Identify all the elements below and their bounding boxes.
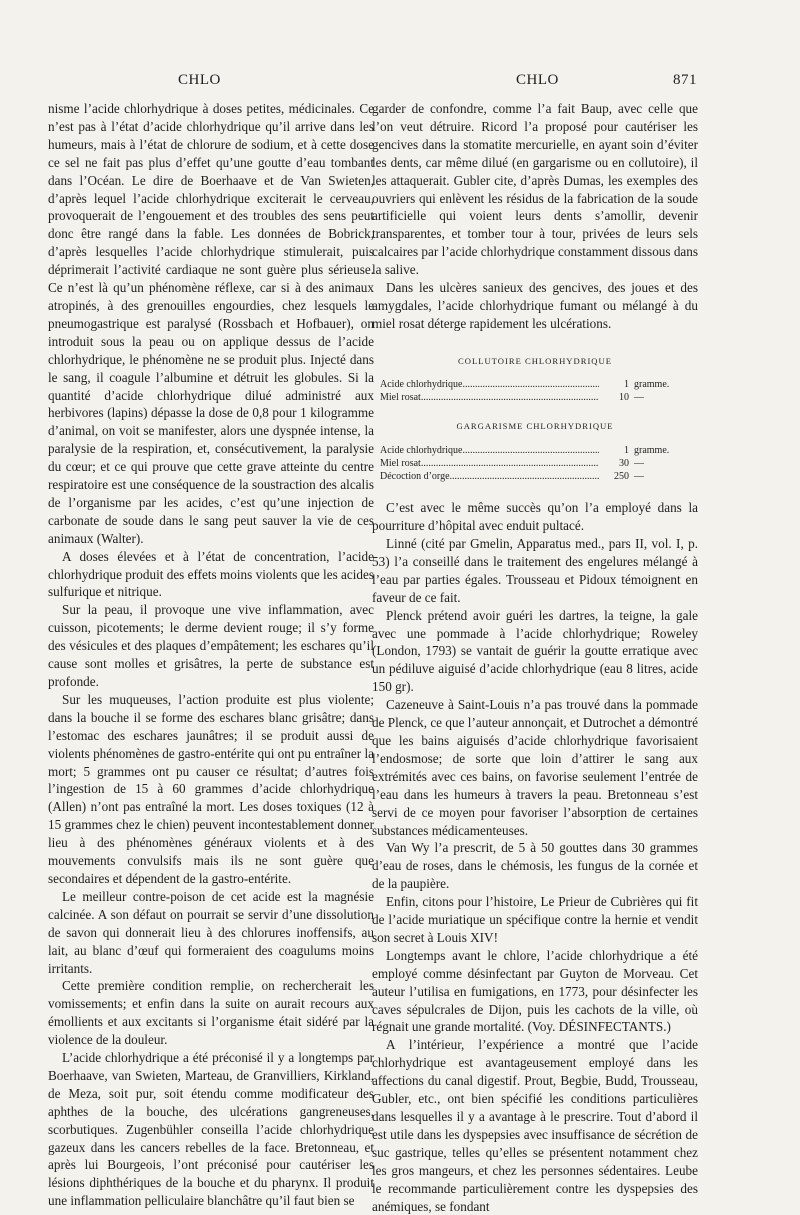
paragraph: Plenck prétend avoir guéri les dartres, la teigne, la gale avec une pommade à l’acide chlorhydrique; Roweley (London, 1793) se vantait de guérir la goutte erratique avec un pédiluve aiguisé d’acide chlorhydrique (eau 8 litres, acide 150 gr). xyxy=(372,607,698,695)
leader-dots xyxy=(421,457,599,470)
right-column xyxy=(372,100,698,1215)
unit: gramme. xyxy=(634,444,670,456)
unit: — xyxy=(634,457,644,469)
quantity: 1 xyxy=(624,444,629,456)
leader-dots xyxy=(450,470,599,483)
paragraph: Van Wy l’a prescrit, de 5 à 50 gouttes dans 30 grammes d’eau de roses, dans le chémosis, les fungus de la cornée et de la paupière. xyxy=(372,840,698,892)
paragraph: Dans les ulcères sanieux des gencives, des joues et des amygdales, l’acide chlorhydrique fumant ou mélangé à du miel rosat déterge rapidement les ulcérations. xyxy=(372,280,698,331)
paragraph: Linné (cité par Gmelin, Apparatus med., pars II, vol. I, p. 53) l’a conseillé dans le traitement des engelures mélangé à l’eau par parties égales. Trousseau et Pidoux témoignent en faveur de ce fait. xyxy=(372,536,698,605)
paragraph: C’est avec le même succès qu’on l’a employé dans la pourriture d’hôpital avec enduit pultacé. xyxy=(372,500,698,534)
ingredient: Acide chlorhydrique xyxy=(380,378,463,390)
paragraph: garder de confondre, comme l’a fait Baup, avec celle que l’on veut détruire. Ricord l’a proposé pour cautériser les gencives dans la stomatite mercurielle, en ayant soin d’éviter les dents, car même dilué (en gargarisme ou en collutoire), il les attaquerait. Gubler cite, d’après Dumas, les exemples des ouvriers qui enlèvent les résidus de la fabrication de la soude artificielle qui voient leurs dents s’amollir, devenir transparentes, et tomber tour à tour, privées de leurs sels calcaires par l’acide chlorhydrique constamment dissous dans la salive. xyxy=(372,101,698,278)
quantity: 30 xyxy=(619,457,629,469)
unit: — xyxy=(634,392,644,404)
paragraph: Enfin, citons pour l’histoire, Le Prieur de Cubrières qui fit de l’acide muriatique un spécifique contre la hernie et vendit son secret à Louis XIV! xyxy=(372,894,698,945)
paragraph: L’acide chlorhydrique a été préconisé il y a longtemps par Boerhaave, van Swieten, Marteau, de Granvilliers, Kirkland, de Meza, soit pur, soit étendu comme modificateur des aphthes de la bouche, des ulcérations gangreneuses, scorbutiques. Zugenbühler conseilla l’acide chlorhydrique gazeux dans les cancers rebelles de la face. Bretonneau, et après lui Bourgeois, l’ont préconisé pour cautériser les lésions diphthériques de la bouche et du pharynx. Il produit une inflammation pelliculaire blanchâtre qu’il faut bien se xyxy=(48,1050,374,1209)
page-number: 871 xyxy=(673,72,697,88)
quantity: 10 xyxy=(619,392,629,404)
unit: gramme. xyxy=(634,378,670,390)
ingredient: Miel rosat xyxy=(380,392,421,404)
running-head-right: CHLO xyxy=(516,72,559,88)
quantity: 1 xyxy=(624,378,629,390)
paragraph: nisme l’acide chlorhydrique à doses petites, médicinales. Ce n’est pas à l’état d’acide chlorhydrique qu’il arrive dans les humeurs, mais à l’état de chlorure de sodium, et à cette dose ce sel ne fait pas plus d’effet qu’une goutte d’eau tombant dans l’Océan. Le dire de Boerhaave et de Van Swieten, d’après lequel l’acide chlorhydrique exciterait le cerveau, provoquerait de l’engouement et des troubles des sens peut donc être rangé dans la fable. Les données de Bobrick, d’après lesquelles l’acide chlorhydrique stimulerait, puis déprimerait l’activité cardiaque ne sont guère plus sérieuse. Ce n’est là qu’un phénomène réflexe, car si à des animaux atropinés, à des grenouilles engourdies, chez lesquels le pneumogastrique est paralysé (Rossbach et Hofbauer), on introduit sous la peau ou on applique dessus de l’acide chlorhydrique, le phénomène ne se produit plus. Injecté dans le sang, il coagule l’albumine et détruit les globules. Si la quantité d’acide chlorhydrique dilué administré aux herbivores (lapins) dépasse la dose de 0,8 pour 1 kilogramme d’animal, on voit se manifester, alors une dyspnée intense, la paralysie de la respiration, et, consécutivement, la paralysie du cœur; et ce qui prouve que cette grave atteinte du centre respiratoire est une conséquence de la soustraction des alcalis de l’organisme par les acides, c’est qu’une injection de carbonate de soude dans le sang peut sauver la vie de ces animaux (Walter). xyxy=(48,101,374,546)
paragraph: Longtemps avant le chlore, l’acide chlorhydrique a été employé comme désinfectant par Guyton de Morveau. Cet auteur l’utilisa en fumigations, en 1773, pour désinfecter les caves sépulcrales de Dijon, puis les cachots de la ville, où régnait une grande mortalité. (Voy. DÉSINFECTANTS.) xyxy=(372,947,698,1035)
ingredient: Miel rosat xyxy=(380,457,421,469)
paragraph: Cazeneuve à Saint-Louis n’a pas trouvé dans la pommade de Plenck, ce que l’auteur annonçait, et Dutrochet a démontré que les bains aiguisés d’acide chlorhydrique favorisaient l’endosmose; de sorte que loin d’attirer le sang aux extrémités avec ces bains, on favorise seulement l’entrée de l’eau dans les humeurs à travers la peau. Bretonneau s’est servi de ce moyen pour favoriser l’absorption de certaines substances médicamenteuses. xyxy=(372,697,698,838)
leader-dots xyxy=(421,391,599,404)
paragraph: Cette première condition remplie, on rechercherait les vomissements; et enfin dans la suite on aurait recours aux émollients et aux excitants si l’organisme était sidéré par la violence de la douleur. xyxy=(48,978,374,1048)
paragraph: A doses élevées et à l’état de concentration, l’acide chlorhydrique produit des effets moins violents que les acides sulfurique et nitrique. xyxy=(48,548,374,600)
paragraph: Le meilleur contre-poison de cet acide est la magnésie calcinée. A son défaut on pourrait se servir d’une dissolution de savon qui donnerait lieu à des chlorures inoffensifs, au lait, au blanc d’œuf qui formeraient des coagulums moins irritants. xyxy=(48,888,374,976)
recipe-row xyxy=(380,378,690,391)
paragraph: Sur les muqueuses, l’action produite est plus violente; dans la bouche il se forme des eschares blanc grisâtre; dans l’estomac des eschares jaunâtres; il se produit aussi de violents phénomènes de gastro-entérite qui ont pu entraîner la mort; 5 grammes ont pu causer ce résultat; d’autres fois l’ingestion de 15 à 60 grammes d’acide chlorhydrique (Allen) n’ont pas entraîné la mort. Les doses toxiques (12 à 15 grammes chez le chien) peuvent incontestablement donner lieu à des phénomènes généraux violents et à des mouvements convulsifs mais ils ne sont guère que secondaires et dépendent de la gastro-entérite. xyxy=(48,691,374,886)
recipe-row xyxy=(380,444,690,457)
paragraph: A l’intérieur, l’expérience a montré que l’acide chlorhydrique est avantageusement employé dans les affections du canal digestif. Prout, Begbie, Budd, Trousseau, Gubler, etc., ont bien spécifié les conditions particulières dans lesquelles il y a avantage à le prescrire. Tout d’abord il est utile dans les dyspepsies avec insuffisance de sécrétion de suc gastrique, telles qu’elles se présentent notamment chez les gros mangeurs, et chez les personnes sédentaires. Leube le recommande particulièrement contre les dyspepsies des anémiques, se fondant xyxy=(372,1037,698,1214)
recipe-collutoire xyxy=(380,355,690,405)
leader-dots xyxy=(462,378,599,391)
left-column xyxy=(48,100,374,1210)
recipe-title: GARGARISME CHLORHYDRIQUE xyxy=(456,421,614,432)
leader-dots xyxy=(462,444,599,457)
recipe-gargarisme xyxy=(380,420,690,483)
running-head-left: CHLO xyxy=(178,72,221,88)
ingredient: Décoction d’orge xyxy=(380,471,450,482)
recipe-row xyxy=(380,457,690,470)
recipe-row xyxy=(380,391,690,404)
ingredient: Acide chlorhydrique xyxy=(380,444,463,456)
paragraph: Sur la peau, il provoque une vive inflammation, avec cuisson, picotements; le derme devient rouge; il s’y forme des vésicules et des plaques d’empâtement; les eschares qu’il cause sont molles et grisâtres, la perte de substance est profonde. xyxy=(48,602,374,689)
quantity: 250 xyxy=(614,471,629,482)
recipe-row xyxy=(380,470,690,483)
recipe-title: COLLUTOIRE CHLORHYDRIQUE xyxy=(458,355,612,366)
unit: — xyxy=(634,471,644,482)
